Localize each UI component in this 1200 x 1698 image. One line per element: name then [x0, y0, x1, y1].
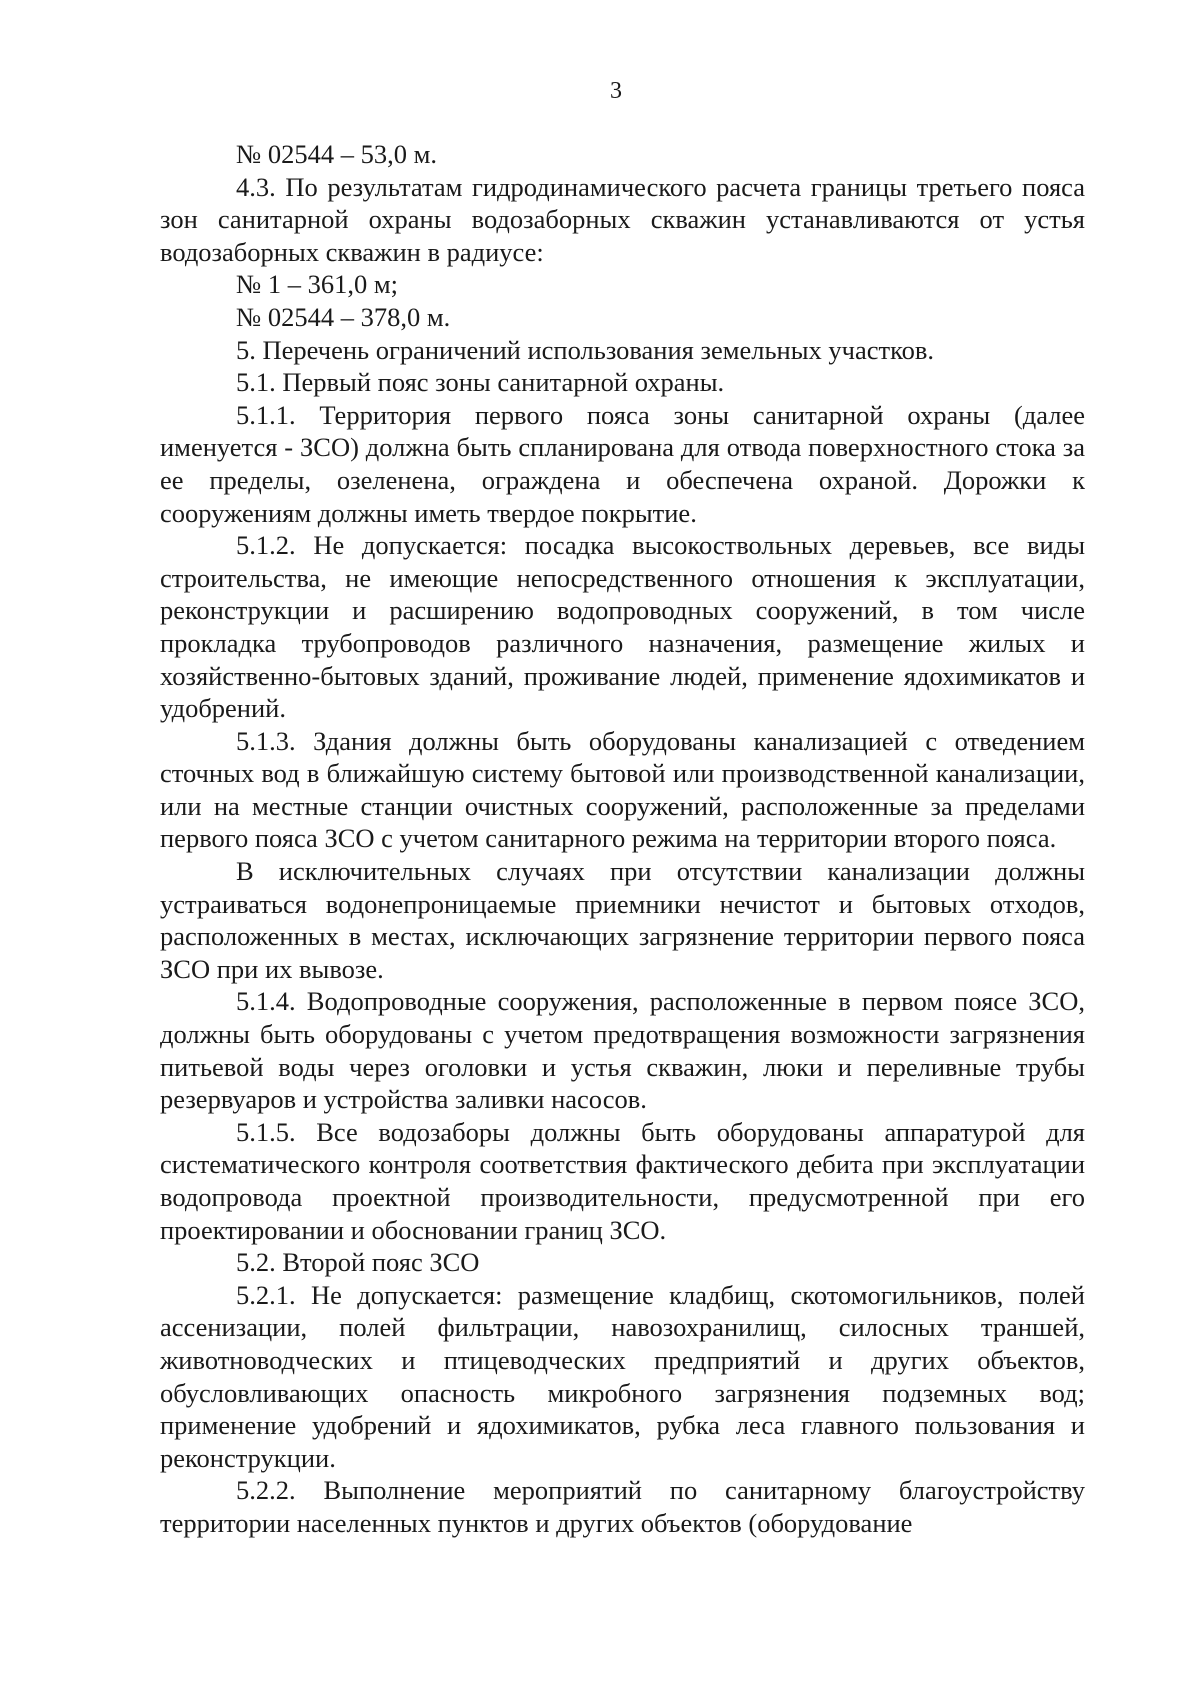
paragraph-well-02544-radius-3: № 02544 – 378,0 м.	[236, 301, 451, 332]
paragraph-well-1-radius-3: № 1 – 361,0 м;	[236, 269, 399, 300]
paragraph-5: 5. Перечень ограничений использования земельных участков.	[236, 334, 935, 365]
paragraph-4-3: 4.3. По результатам гидродинамического расчета границы третьего пояса зон санитарной охраны водозаборных скважин устанавливаются от устья водозаборных скважин в радиусе:	[160, 171, 1085, 267]
document-body	[160, 138, 1085, 1540]
paragraph-exceptional-cases: В исключительных случаях при отсутствии канализации должны устраиваться водонепроницаемые приемники нечистот и бытовых отходов, расположенных в местах, исключающих загрязнение территории первого пояса ЗСО при их вывозе.	[160, 856, 1085, 984]
paragraph-well-02544-radius-2: № 02544 – 53,0 м.	[236, 139, 438, 169]
paragraph-5-1: 5.1. Первый пояс зоны санитарной охраны.	[236, 367, 725, 398]
paragraph-5-1-2: 5.1.2. Не допускается: посадка высокоствольных деревьев, все виды строительства, не имеющие непосредственного отношения к эксплуатации, реконструкции и расширению водопроводных сооружений, в том числе прокладка трубопроводов различного назначения, размещение жилых и хозяйственно-бытовых зданий, проживание людей, применение ядохимикатов и удобрений.	[160, 530, 1085, 724]
paragraph-5-1-4: 5.1.4. Водопроводные сооружения, расположенные в первом поясе ЗСО, должны быть оборудованы с учетом предотвращения возможности загрязнения питьевой воды через оголовки и устья скважин, люки и переливные трубы резервуаров и устройства заливки насосов.	[160, 986, 1085, 1115]
paragraph-5-2: 5.2. Второй пояс ЗСО	[236, 1247, 480, 1278]
page-number: 3	[610, 78, 622, 104]
paragraph-5-1-3: 5.1.3. Здания должны быть оборудованы канализацией с отведением сточных вод в ближайшую систему бытовой или производственной канализации, или на местные станции очистных сооружений, расположенные за пределами первого пояса ЗСО с учетом санитарного режима на территории второго пояса.	[160, 725, 1085, 854]
paragraph-5-1-1: 5.1.1. Территория первого пояса зоны санитарной охраны (далее именуется - ЗСО) должна быть спланирована для отвода поверхностного стока за ее пределы, озеленена, ограждена и обеспечена охраной. Дорожки к сооружениям должны иметь твердое покрытие.	[160, 399, 1085, 528]
paragraph-5-2-2: 5.2.2. Выполнение мероприятий по санитарному благоустройству территории населенных пунктов и других объектов (оборудование	[160, 1475, 1085, 1538]
paragraph-5-1-5: 5.1.5. Все водозаборы должны быть оборудованы аппаратурой для систематического контроля соответствия фактического дебита при эксплуатации водопровода проектной производительности, предусмотренной при его проектировании и обосновании границ ЗСО.	[160, 1116, 1085, 1245]
paragraph-5-2-1: 5.2.1. Не допускается: размещение кладбищ, скотомогильников, полей ассенизации, полей фильтрации, навозохранилищ, силосных траншей, животноводческих и птицеводческих предприятий и других объектов, обусловливающих опасность микробного загрязнения подземных вод; применение удобрений и ядохимикатов, рубка леса главного пользования и реконструкции.	[160, 1279, 1085, 1473]
